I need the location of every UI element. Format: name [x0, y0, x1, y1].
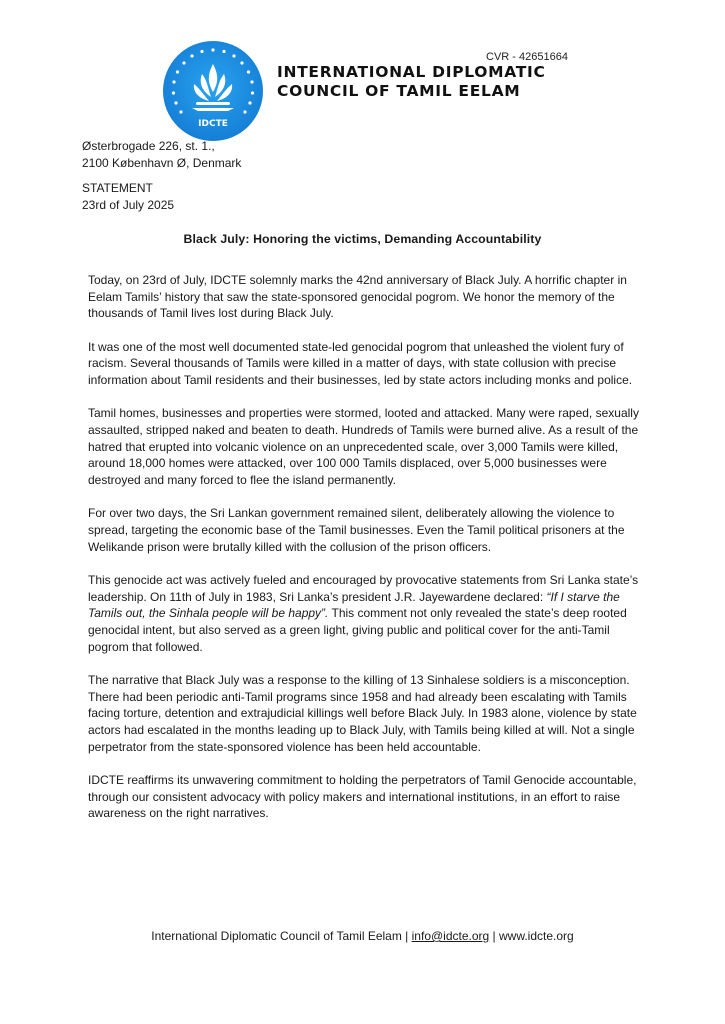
paragraph-7: IDCTE reaffirms its unwavering commitment to holding the perpetrators of Tamil Genocide accountable, through our consistent advocacy with policy makers and international institutions, in an effort to raise awareness on the right narratives. — [88, 772, 637, 821]
jayewardene-quote: “If I starve the Tamils out, the Sinhala people will be happy”. — [88, 589, 620, 621]
paragraph-2: It was one of the most well documented state-led genocidal pogrom that unleashed the violent fury of racism. Several thousands of Tamils were killed in a matter of days, with state collusion with precise information about Tamil residents and their businesses, led by state actors including monks and police. — [88, 339, 633, 388]
statement-label: STATEMENT — [82, 181, 153, 195]
statement-block — [82, 180, 174, 214]
paragraph-5 — [88, 572, 643, 656]
org-name-line1: INTERNATIONAL DIPLOMATIC — [277, 63, 546, 81]
document-title: Black July: Honoring the victims, Demanding Accountability — [183, 232, 542, 246]
logo-text: IDCTE — [198, 119, 228, 129]
organization-name — [277, 63, 546, 101]
paragraph-3: Tamil homes, businesses and properties were stormed, looted and attacked. Many were raped, sexually assaulted, stripped naked and beaten to death. Hundreds of Tamils were burned alive. As a result of the hatred that erupted into volcanic violence on an unprecedented scale, over 3,000 Tamils were killed, around 18,000 homes were attacked, over 100 000 Tamils displaced, over 5,000 businesses were destroyed and many forced to flee the island permanently. — [88, 406, 639, 488]
footer-separator: | — [489, 929, 499, 943]
footer — [0, 929, 725, 943]
paragraph-4: For over two days, the Sri Lankan government remained silent, deliberately allowing the violence to spread, targeting the economic base of the Tamil businesses. Even the Tamil political prisoners at the Welikande prison were brutally killed with the collusion of the prison officers. — [88, 506, 625, 554]
footer-website: www.idcte.org — [499, 929, 574, 943]
footer-separator: | — [401, 929, 412, 943]
cvr-number: CVR - 42651664 — [486, 51, 568, 63]
paragraph-6: The narrative that Black July was a response to the killing of 13 Sinhalese soldiers is a misconception. There had been periodic anti-Tamil programs since 1958 and had already been escalating with Tamils facing torture, detention and extrajudicial killings well before Black July. In 1983 alone, violence by state actors had escalated in the months leading up to Black July, with Tamils being killed at will. Not a single perpetrator from the state-sponsored violence has been held accountable. — [88, 672, 637, 754]
address-line1: Østerbrogade 226, st. 1., — [82, 139, 215, 153]
footer-org: International Diplomatic Council of Tamil Eelam — [151, 929, 402, 943]
document-body — [88, 272, 643, 838]
paragraph-5-rest: This comment not only revealed the state’s deep rooted genocidal intent, but also served as a green light, giving public and political cover for the anti-Tamil pogrom that followed. — [88, 606, 627, 654]
org-name-line2: COUNCIL OF TAMIL EELAM — [277, 82, 521, 100]
address — [82, 138, 241, 172]
paragraph-5-intro: This genocide act was actively fueled and encouraged by provocative statements from Sri Lanka state’s leadership. On 11th of July in 1983, Sri Lanka’s president J.R. Jayewardene declared: — [88, 572, 639, 604]
footer-email-link[interactable]: info@idcte.org — [411, 929, 490, 943]
address-line2: 2100 København Ø, Denmark — [82, 156, 242, 170]
idcte-logo — [162, 40, 264, 142]
paragraph-1: Today, on 23rd of July, IDCTE solemnly marks the 42nd anniversary of Black July. A horrific chapter in Eelam Tamils’ history that saw the state-sponsored genocidal pogrom. We honor the memory of the thousands of Tamil lives lost during Black July. — [88, 273, 627, 321]
statement-date: 23rd of July 2025 — [82, 198, 175, 212]
